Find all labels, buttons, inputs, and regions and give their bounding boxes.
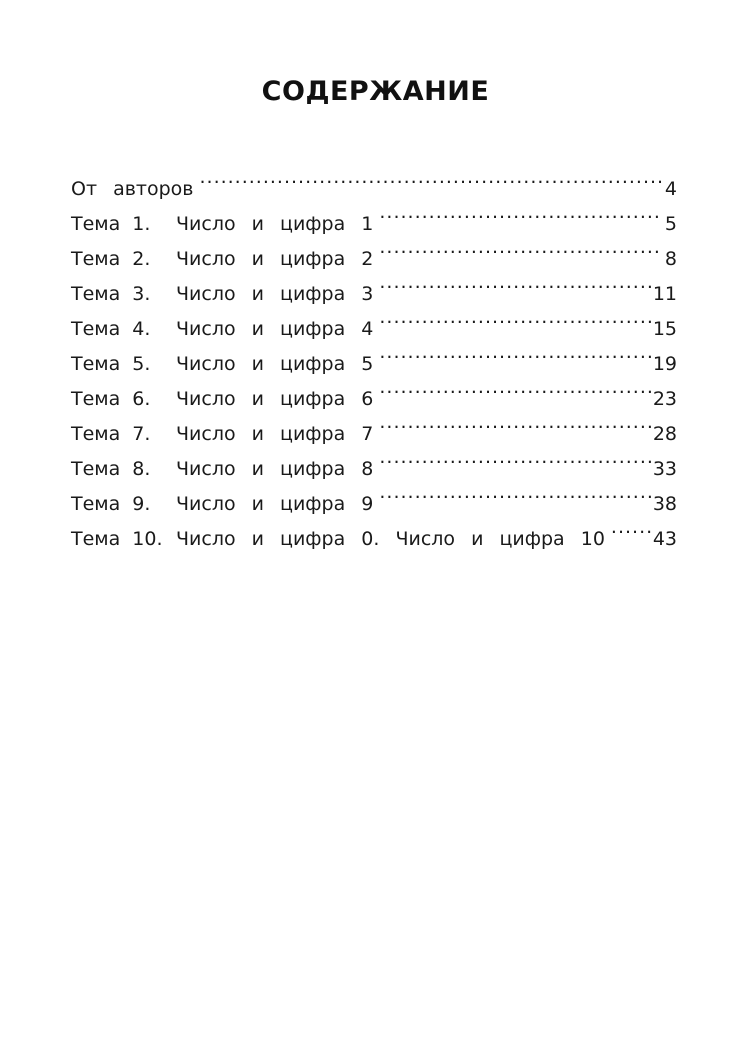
toc-leader-dots [611, 510, 651, 545]
toc-entry-title: Число и цифра 5 [176, 353, 374, 375]
toc-entry-number: Тема 10. [71, 528, 163, 550]
toc-entry-title: Число и цифра 4 [176, 318, 374, 340]
toc-entry-number: Тема 7. [71, 423, 151, 445]
table-of-contents [71, 160, 677, 550]
toc-leader-dots [379, 195, 663, 230]
toc-entry-number: Тема 6. [71, 388, 151, 410]
toc-entry-number: Тема 8. [71, 458, 151, 480]
toc-entry-page: 23 [652, 388, 677, 410]
toc-entry-number: Тема 1. [71, 213, 151, 235]
toc-leader-dots [379, 230, 663, 265]
toc-entry-page: 8 [664, 248, 677, 270]
toc-entry-authors[interactable] [71, 160, 677, 200]
toc-entry-number: Тема 5. [71, 353, 151, 375]
toc-entry-page: 5 [664, 213, 677, 235]
toc-entry-title: Число и цифра 8 [176, 458, 374, 480]
toc-entry-page: 19 [652, 353, 677, 375]
toc-entry-page: 4 [664, 178, 677, 200]
toc-leader-dots [379, 335, 650, 370]
toc-entry-page: 11 [652, 283, 677, 305]
toc-entry-title: Число и цифра 7 [176, 423, 374, 445]
toc-entry-page: 28 [652, 423, 677, 445]
toc-entry-number: Тема 4. [71, 318, 151, 340]
toc-entry-title: Число и цифра 2 [176, 248, 374, 270]
toc-entry-page: 38 [652, 493, 677, 515]
toc-leader-dots [379, 265, 650, 300]
toc-entry-page: 43 [652, 528, 677, 550]
toc-leader-dots [379, 300, 650, 335]
toc-leader-dots [379, 440, 650, 475]
toc-entry-page: 15 [652, 318, 677, 340]
toc-entry-title: Число и цифра 3 [176, 283, 374, 305]
toc-entry-title: Число и цифра 1 [176, 213, 374, 235]
toc-leader-dots [199, 160, 662, 195]
toc-leader-dots [379, 475, 650, 510]
toc-leader-dots [379, 405, 650, 440]
page-title: СОДЕРЖАНИЕ [261, 76, 490, 107]
toc-entry-number: Тема 9. [71, 493, 151, 515]
toc-leader-dots [379, 370, 650, 405]
toc-entry-page: 33 [652, 458, 677, 480]
toc-entry-number: Тема 2. [71, 248, 151, 270]
toc-entry-title: Число и цифра 6 [176, 388, 374, 410]
toc-entry-title: Число и цифра 0. Число и цифра 10 [176, 528, 605, 550]
toc-entry-title: Число и цифра 9 [176, 493, 374, 515]
toc-entry-title: От авторов [71, 178, 194, 200]
toc-entry-number: Тема 3. [71, 283, 151, 305]
